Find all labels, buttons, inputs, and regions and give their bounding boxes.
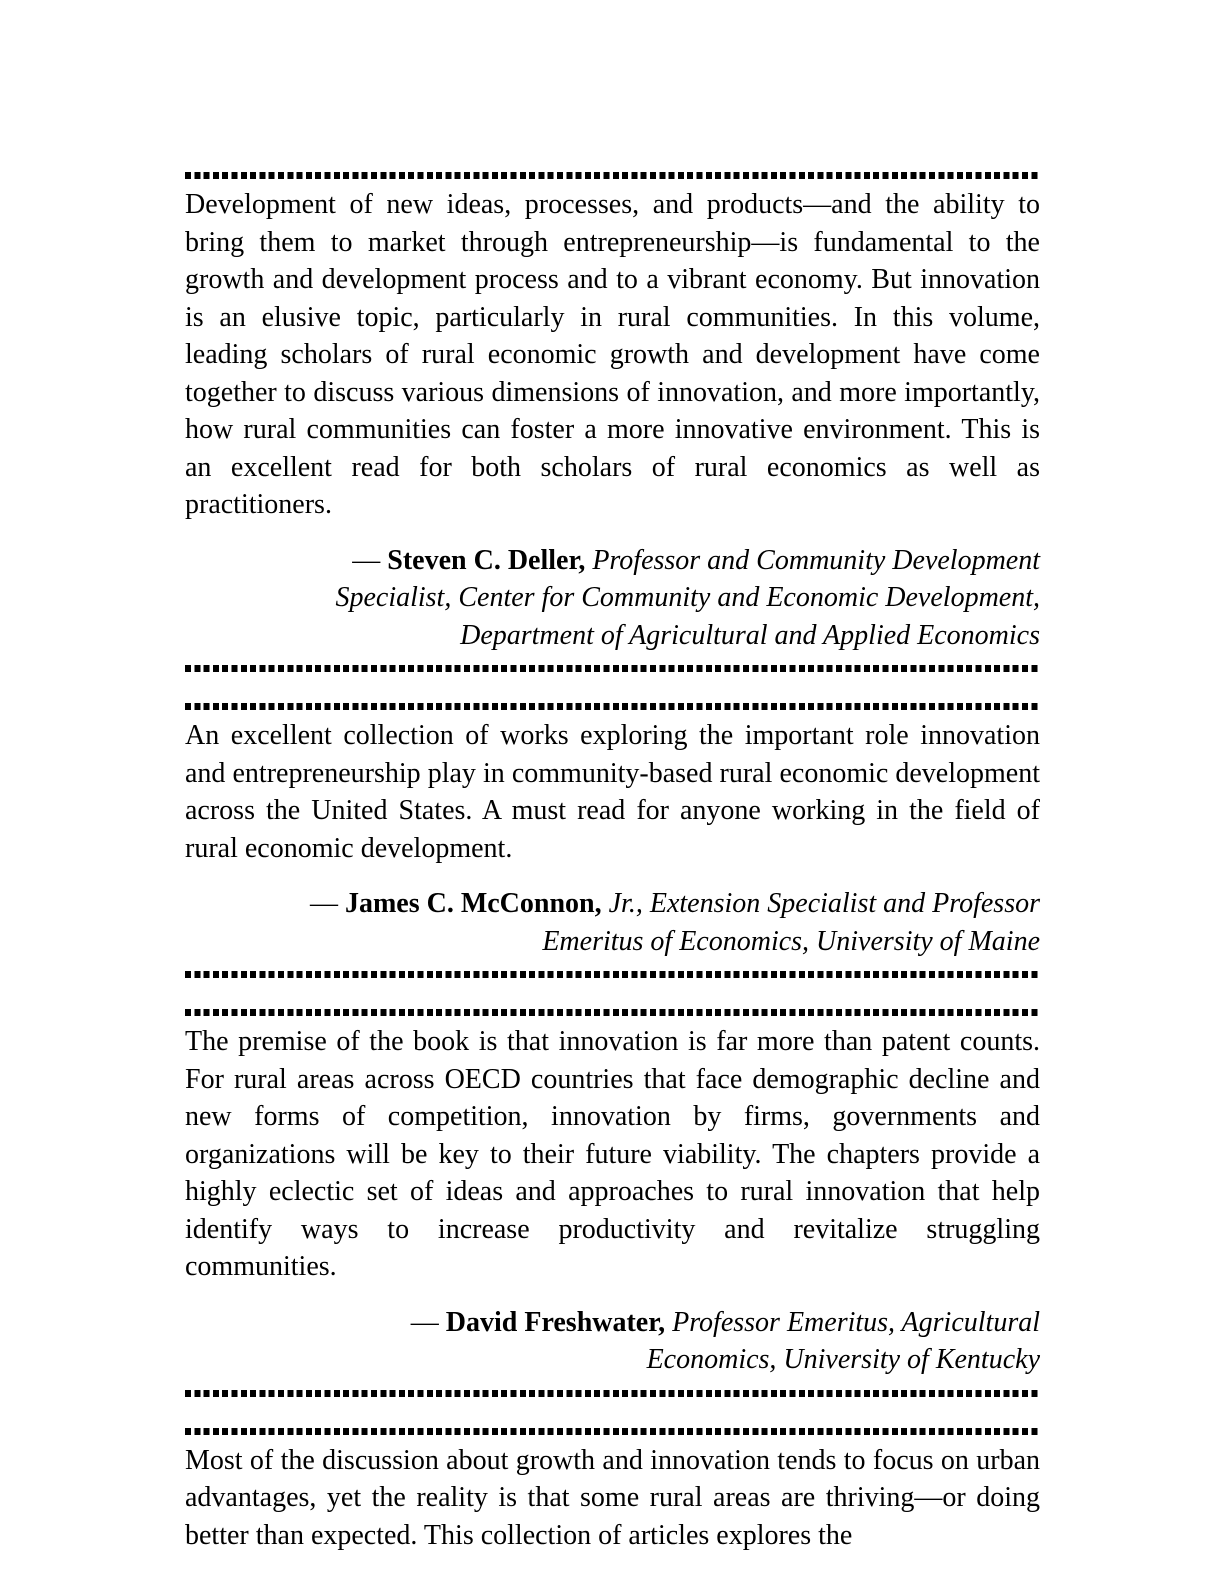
dotted-divider-top bbox=[185, 1009, 1040, 1016]
attribution-title: Professor and Community Development Specialist, Center for Community and Economic Development, Department of Agricultural and Applied Economics bbox=[335, 544, 1040, 651]
dotted-divider-top bbox=[185, 703, 1040, 710]
dotted-divider-top bbox=[185, 1428, 1040, 1435]
dotted-divider-bottom bbox=[185, 665, 1040, 672]
blurb-attribution bbox=[185, 1304, 1040, 1379]
attribution-title: Jr., Extension Specialist and Professor Emeritus of Economics, University of Maine bbox=[542, 888, 1040, 957]
endorsement-blurb-4 bbox=[185, 1428, 1040, 1555]
attribution-name: Steven C. Deller bbox=[387, 544, 579, 576]
endorsement-blurb-1 bbox=[185, 172, 1040, 672]
blurb-quote: An excellent collection of works exploring the important role innovation and entrepreneurship play in community-based rural economic development across the United States. A must read for anyone working in the field of rural economic development. bbox=[185, 720, 1040, 864]
dotted-divider-bottom bbox=[185, 1390, 1040, 1397]
attribution-title: Professor Emeritus, Agricultural Economics, University of Kentucky bbox=[646, 1306, 1040, 1375]
endorsement-blurb-3 bbox=[185, 1009, 1040, 1397]
blurb-quote: The premise of the book is that innovation is far more than patent counts. For rural areas across OECD countries that face demographic decline and new forms of competition, innovation by firms, governments and organizations will be key to their future viability. The chapters provide a highly eclectic set of ideas and approaches to rural innovation that help identify ways to increase productivity and revitalize struggling communities. bbox=[185, 1026, 1040, 1282]
blurb-quote: Most of the discussion about growth and innovation tends to focus on urban advantages, yet the reality is that some rural areas are thriving—or doing better than expected. This collection of articles explores the bbox=[185, 1444, 1040, 1551]
attribution-dash: — bbox=[410, 1306, 446, 1338]
attribution-dash: — bbox=[309, 888, 345, 919]
blurb-quote: Development of new ideas, processes, and products—and the ability to bring them to market through entrepreneurship—is fundamental to the growth and development process and to a vibrant economy. But innovation is an elusive topic, particularly in rural communities. In this volume, leading scholars of rural economic growth and development have come together to discuss various dimensions of innovation, and more importantly, how rural communities can foster a more innovative environment. This is an excellent read for both scholars of rural economics as well as practitioners. bbox=[185, 189, 1040, 520]
dotted-divider-top bbox=[185, 172, 1040, 179]
dotted-divider-bottom bbox=[185, 971, 1040, 978]
attribution-separator: , bbox=[578, 544, 593, 576]
attribution-name: James C. McConnon bbox=[344, 888, 595, 919]
attribution-separator: , bbox=[658, 1306, 673, 1338]
attribution-dash: — bbox=[352, 544, 388, 576]
attribution-name: David Freshwater bbox=[445, 1306, 659, 1338]
attribution-separator: , bbox=[594, 888, 609, 919]
blurb-attribution bbox=[185, 885, 1040, 960]
blurb-attribution bbox=[185, 542, 1040, 655]
endorsement-blurb-2 bbox=[185, 703, 1040, 978]
